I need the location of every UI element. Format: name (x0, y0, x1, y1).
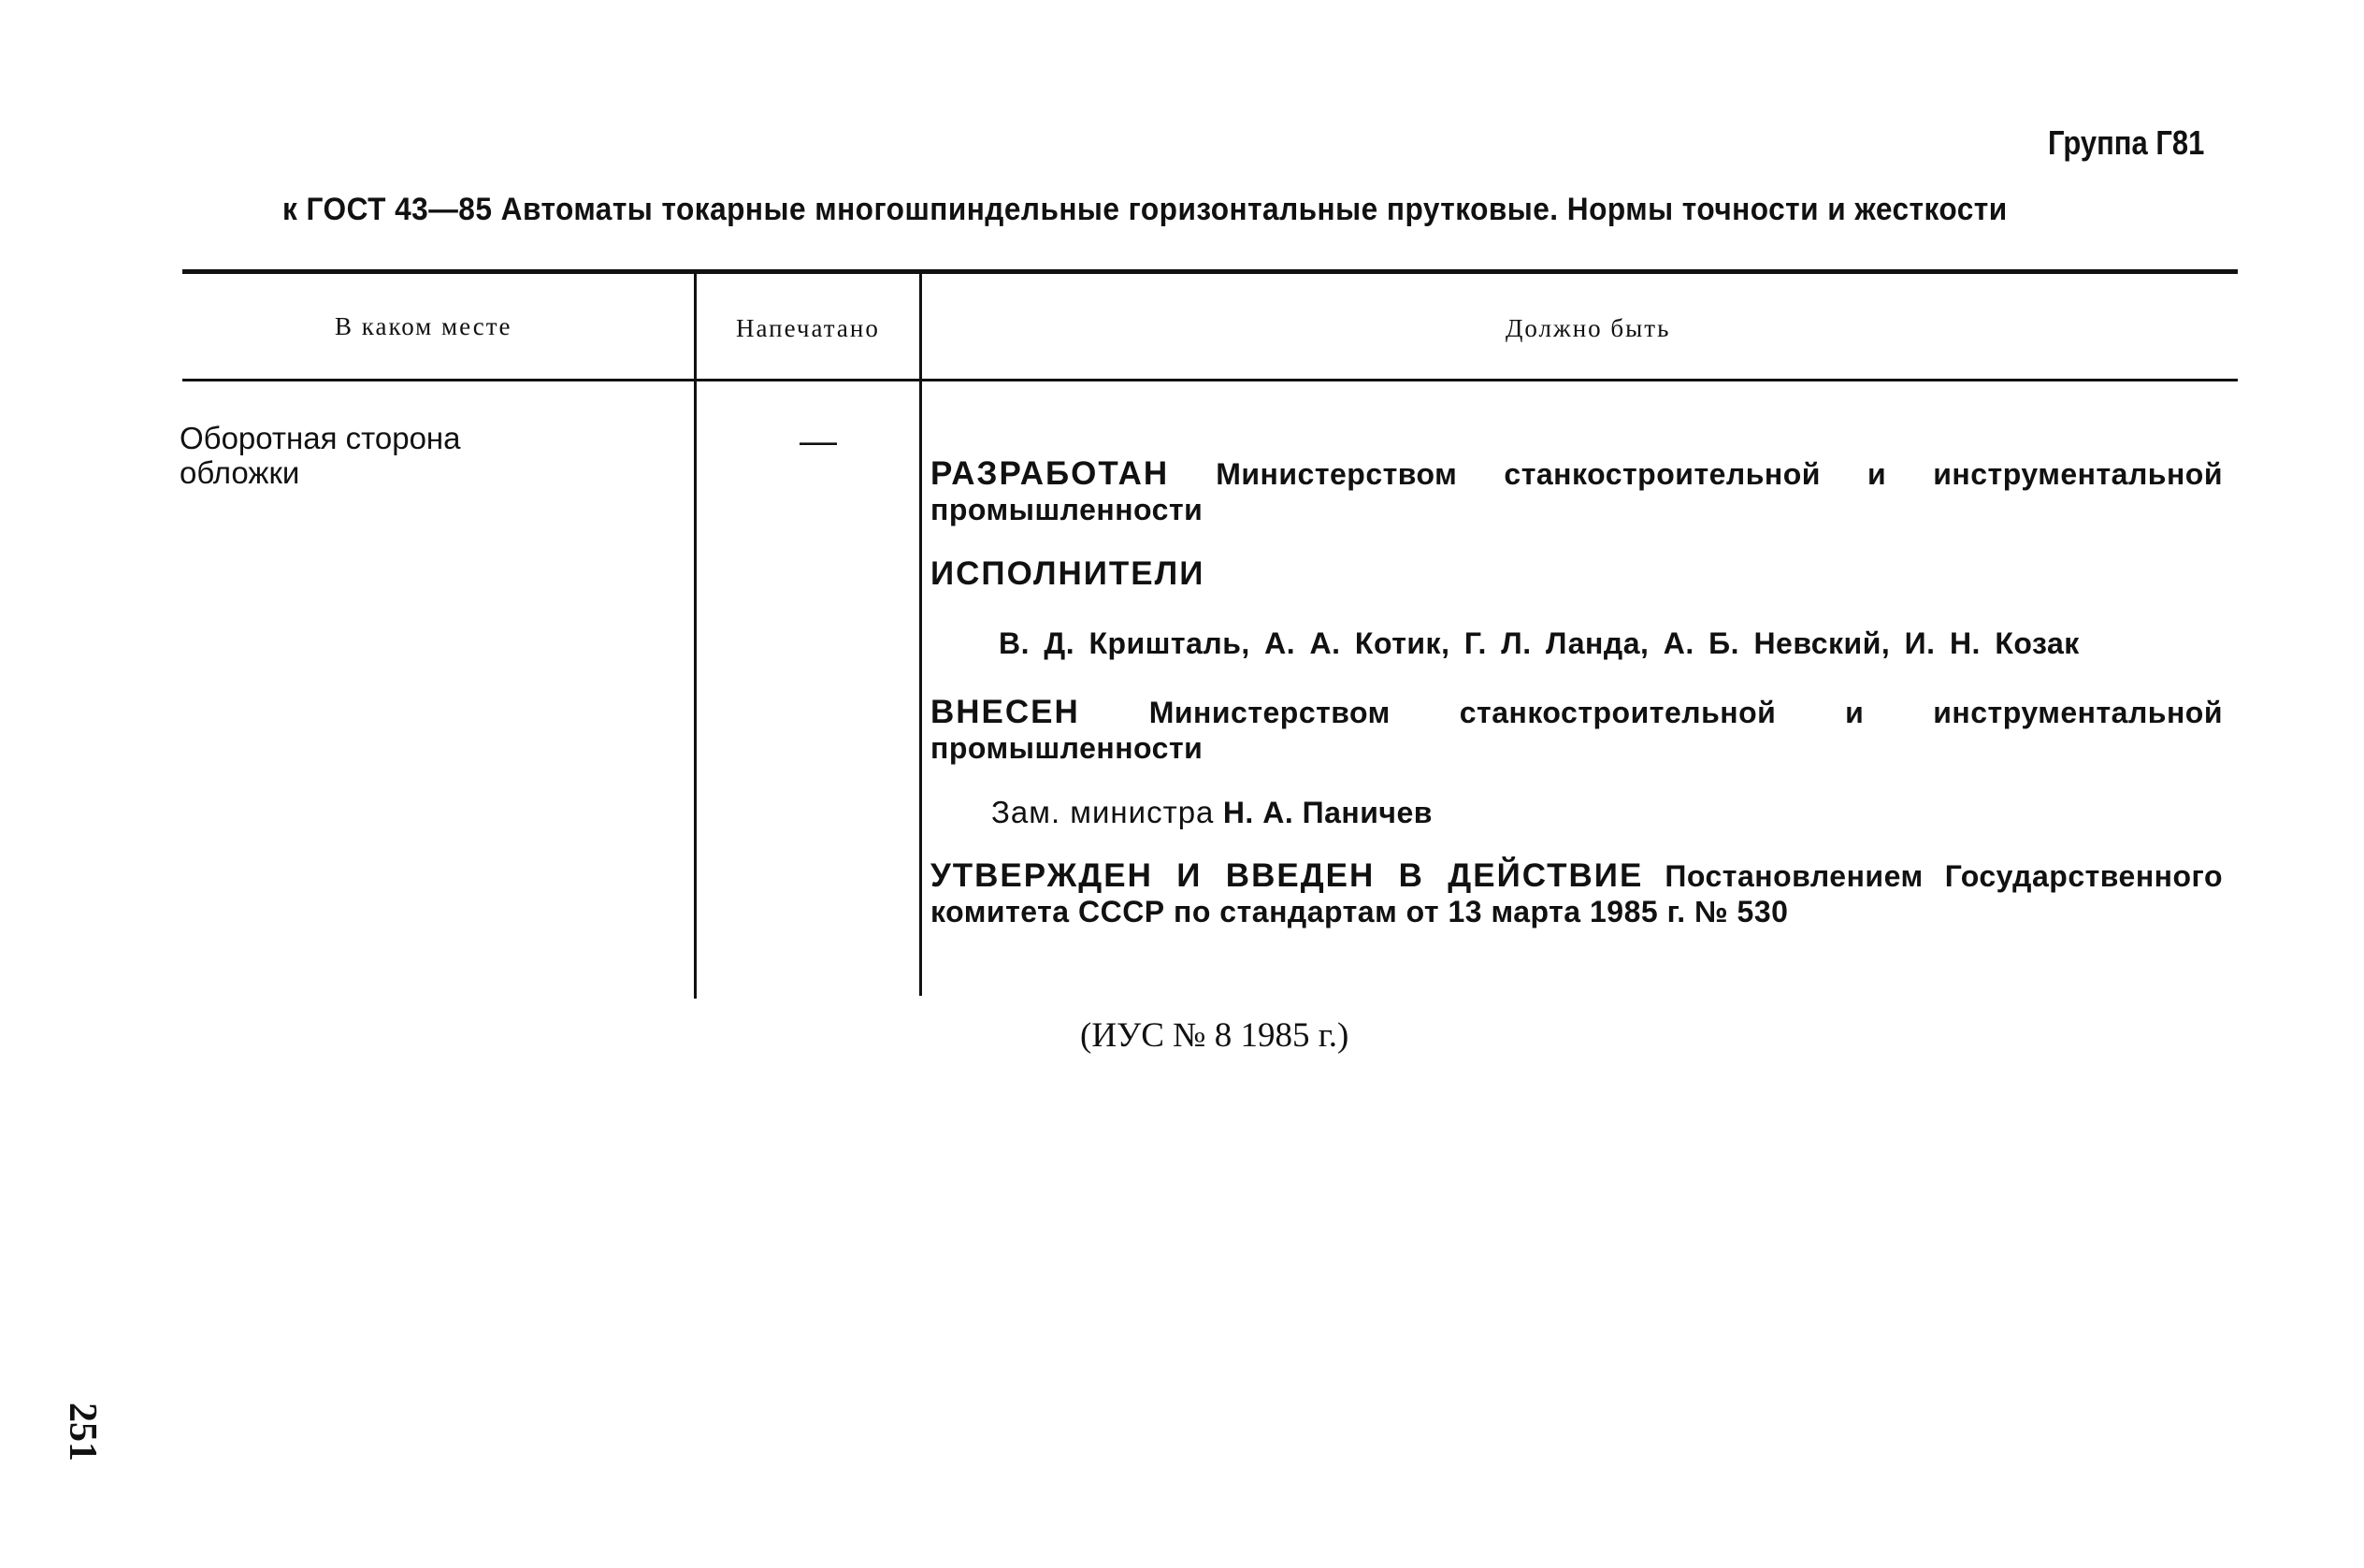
submitted-paragraph (930, 695, 2223, 766)
cell-place: Оборотная сторона обложки (180, 421, 461, 490)
deputy-name: Н. А. Паничев (1222, 796, 1433, 829)
table-header-rule (182, 379, 2238, 381)
table-top-rule (182, 269, 2238, 274)
group-code: Группа Г81 (2048, 123, 2205, 162)
developed-label: РАЗРАБОТАН (930, 455, 1170, 492)
submitted-text: Министерством станкостроительной и инструментальной промышленности (930, 696, 2224, 765)
performers-label: ИСПОЛНИТЕЛИ (930, 555, 1205, 592)
deputy-label: Зам. министра (991, 795, 1215, 829)
amendment-title: к ГОСТ 43—85 Автоматы токарные многошпиндельные горизонтальные прутковые. Нормы точности и жесткости (282, 192, 2008, 227)
developed-text: Министерством станкостроительной и инструментальной промышленности (930, 457, 2224, 526)
deputy-minister-line (991, 795, 1433, 830)
page-number: 251 (61, 1403, 104, 1461)
ius-reference: (ИУС № 8 1985 г.) (1080, 1016, 1349, 1055)
column-header-place: В каком месте (335, 312, 512, 340)
column-header-should-be: Должно быть (1506, 314, 1671, 342)
approved-text: Постановлением Государственного комитета СССР по стандартам от 13 марта 1985 г. № 530 (930, 859, 2223, 928)
column-divider-1 (694, 274, 697, 999)
approved-paragraph (930, 858, 2223, 929)
developed-paragraph (930, 456, 2223, 527)
submitted-label: ВНЕСЕН (930, 694, 1080, 730)
cell-printed: — (800, 421, 837, 462)
performers-list: В. Д. Кришталь, А. А. Котик, Г. Л. Ланда, А. Б. Невский, И. Н. Козак (999, 626, 2080, 660)
column-divider-2 (919, 274, 922, 996)
column-header-printed: Напечатано (736, 314, 880, 342)
approved-label: УТВЕРЖДЕН И ВВЕДЕН В ДЕЙСТВИЕ (930, 857, 1644, 894)
